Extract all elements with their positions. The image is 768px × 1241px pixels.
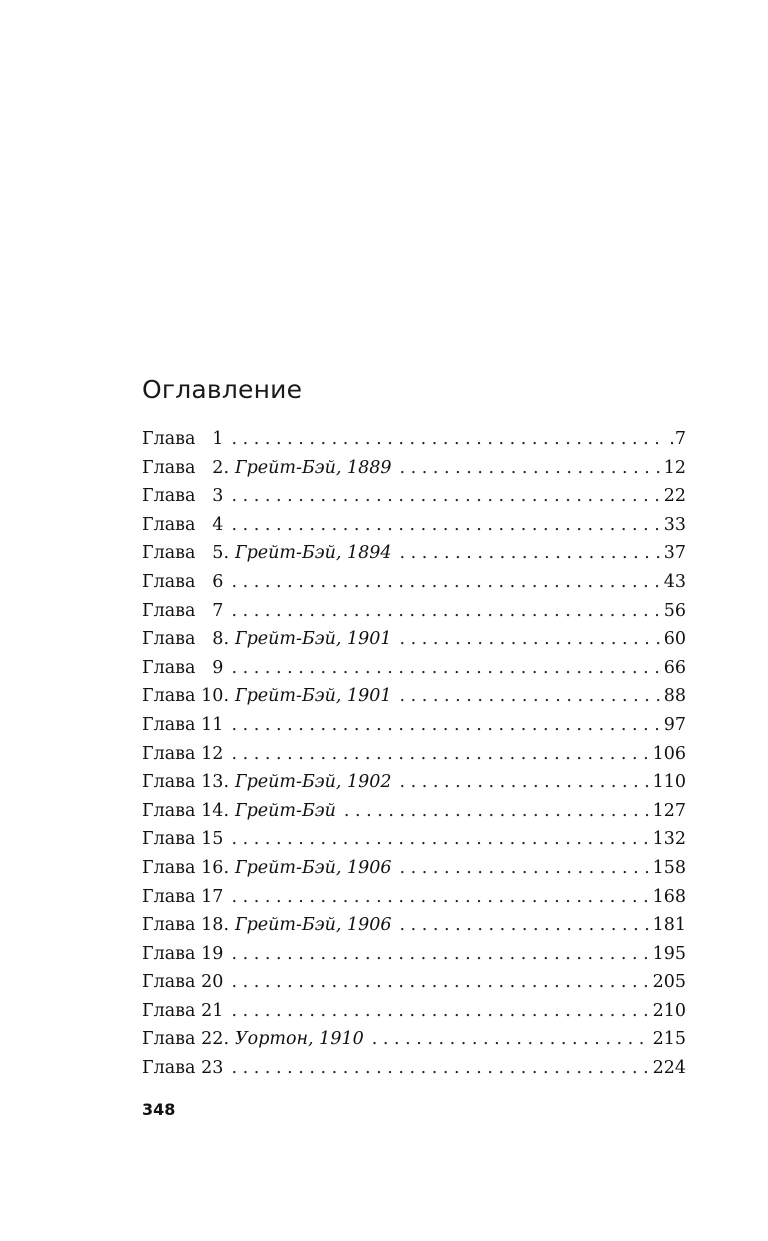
toc-entry[interactable]: [142, 711, 686, 740]
chapter-page-number: 37: [663, 543, 686, 564]
chapter-subtitle: Грейт-Бэй: [235, 800, 336, 821]
chapter-separator: .: [223, 1029, 230, 1050]
dot-leader: [400, 911, 649, 940]
dot-leader: [231, 425, 665, 454]
dot-leader: [400, 625, 660, 654]
toc-entry[interactable]: [142, 625, 686, 654]
chapter-subtitle: Грейт-Бэй, 1901: [235, 629, 392, 650]
chapter-label: Глава: [142, 657, 196, 678]
chapter-separator: .: [223, 457, 230, 478]
chapter-number: 5: [212, 543, 224, 564]
chapter-page-number: 43: [663, 571, 686, 592]
chapter-number: 17: [201, 886, 224, 907]
chapter-number: 4: [212, 514, 224, 535]
chapter-number: 20: [201, 972, 224, 993]
chapter-number: 19: [201, 943, 224, 964]
chapter-separator: .: [223, 857, 230, 878]
chapter-label: Глава: [142, 714, 196, 735]
dot-leader: [231, 968, 648, 997]
chapter-subtitle: Грейт-Бэй, 1906: [235, 915, 392, 936]
dot-leader: [231, 482, 659, 511]
toc-entry[interactable]: [142, 597, 686, 626]
dot-leader: [231, 654, 659, 683]
chapter-page-number: 210: [652, 1000, 686, 1021]
toc-entry[interactable]: [142, 797, 686, 826]
chapter-number: 15: [201, 829, 224, 850]
toc-entry[interactable]: [142, 968, 686, 997]
chapter-number: 7: [212, 600, 224, 621]
chapter-subtitle: Грейт-Бэй, 1889: [235, 457, 392, 478]
chapter-page-number: 33: [663, 514, 686, 535]
chapter-subtitle: Грейт-Бэй, 1906: [235, 857, 392, 878]
dot-leader: [400, 768, 649, 797]
chapter-subtitle: Грейт-Бэй, 1902: [235, 772, 392, 793]
chapter-page-number: 205: [652, 972, 686, 993]
chapter-subtitle: Грейт-Бэй, 1894: [235, 543, 392, 564]
chapter-label: Глава: [142, 514, 196, 535]
toc-entry[interactable]: [142, 883, 686, 912]
toc-entry[interactable]: [142, 1025, 686, 1054]
chapter-page-number: 56: [663, 600, 686, 621]
chapter-label: Глава: [142, 457, 196, 478]
chapter-label: Глава: [142, 772, 196, 793]
chapter-page-number: 158: [652, 857, 686, 878]
dot-leader: [372, 1025, 649, 1054]
dot-leader: [400, 454, 660, 483]
dot-leader: [344, 797, 649, 826]
toc-entry[interactable]: [142, 740, 686, 769]
dot-leader: [231, 997, 648, 1026]
page-number: 348: [142, 1100, 176, 1119]
chapter-number: 12: [201, 743, 224, 764]
chapter-number: 3: [212, 486, 224, 507]
dot-leader: [400, 539, 660, 568]
chapter-separator: .: [223, 915, 230, 936]
chapter-label: Глава: [142, 943, 196, 964]
dot-leader: [231, 940, 648, 969]
chapter-label: Глава: [142, 1029, 196, 1050]
chapter-label: Глава: [142, 543, 196, 564]
chapter-page-number: 66: [663, 657, 686, 678]
chapter-label: Глава: [142, 429, 196, 449]
chapter-number: 21: [201, 1000, 224, 1021]
toc-entry[interactable]: [142, 654, 686, 683]
chapter-label: Глава: [142, 600, 196, 621]
toc-entry[interactable]: [142, 1054, 686, 1083]
chapter-page-number: 22: [663, 486, 686, 507]
chapter-subtitle: Уортон, 1910: [235, 1029, 364, 1050]
dot-leader: [231, 825, 648, 854]
dot-leader: [400, 682, 660, 711]
chapter-number: 1: [212, 429, 224, 449]
toc-entry[interactable]: [142, 425, 686, 454]
chapter-label: Глава: [142, 857, 196, 878]
chapter-page-number: 127: [652, 800, 686, 821]
toc-entry[interactable]: [142, 539, 686, 568]
toc-title: Оглавление: [142, 375, 303, 404]
chapter-label: Глава: [142, 886, 196, 907]
dot-leader: [231, 740, 648, 769]
toc-entry[interactable]: [142, 854, 686, 883]
chapter-label: Глава: [142, 743, 196, 764]
chapter-number: 14: [201, 800, 224, 821]
chapter-number: 13: [201, 772, 224, 793]
chapter-number: 2: [212, 457, 224, 478]
chapter-number: 11: [201, 714, 224, 735]
chapter-page-number: 168: [652, 886, 686, 907]
chapter-number: 9: [212, 657, 224, 678]
chapter-number: 22: [201, 1029, 224, 1050]
chapter-page-number: 132: [652, 829, 686, 850]
chapter-label: Глава: [142, 1000, 196, 1021]
dot-leader: [231, 1054, 648, 1083]
chapter-number: 8: [212, 629, 224, 650]
chapter-label: Глава: [142, 829, 196, 850]
toc-entry[interactable]: [142, 825, 686, 854]
chapter-subtitle: Грейт-Бэй, 1901: [235, 686, 392, 707]
chapter-label: Глава: [142, 486, 196, 507]
dot-leader: [231, 597, 659, 626]
chapter-label: Глава: [142, 915, 196, 936]
dot-leader: [231, 568, 659, 597]
chapter-page-number: 60: [663, 629, 686, 650]
chapter-page-number: 106: [652, 743, 686, 764]
chapter-page-number: 224: [652, 1058, 686, 1079]
toc-list: [142, 425, 686, 1083]
chapter-page-number: 88: [663, 686, 686, 707]
chapter-page-number: 97: [663, 714, 686, 735]
toc-entry[interactable]: [142, 940, 686, 969]
chapter-number: 18: [201, 915, 224, 936]
chapter-page-number: 195: [652, 943, 686, 964]
chapter-separator: .: [223, 543, 230, 564]
chapter-label: Глава: [142, 972, 196, 993]
chapter-number: 16: [201, 857, 224, 878]
chapter-label: Глава: [142, 629, 196, 650]
chapter-page-number: 181: [652, 915, 686, 936]
chapter-separator: .: [223, 800, 230, 821]
toc-entry[interactable]: [142, 997, 686, 1026]
chapter-separator: .: [223, 686, 230, 707]
chapter-label: Глава: [142, 686, 196, 707]
toc-entry[interactable]: [142, 568, 686, 597]
chapter-label: Глава: [142, 800, 196, 821]
chapter-page-number: .7: [669, 429, 686, 449]
chapter-label: Глава: [142, 1058, 196, 1079]
toc-entry[interactable]: [142, 511, 686, 540]
dot-leader: [400, 854, 649, 883]
dot-leader: [231, 711, 659, 740]
chapter-page-number: 215: [652, 1029, 686, 1050]
dot-leader: [231, 883, 648, 912]
chapter-number: 10: [201, 686, 224, 707]
chapter-label: Глава: [142, 571, 196, 592]
dot-leader: [231, 511, 659, 540]
toc-entry[interactable]: [142, 482, 686, 511]
toc-entry[interactable]: [142, 911, 686, 940]
chapter-page-number: 110: [652, 772, 686, 793]
chapter-number: 23: [201, 1058, 224, 1079]
chapter-page-number: 12: [663, 457, 686, 478]
toc-entry[interactable]: [142, 682, 686, 711]
chapter-separator: .: [223, 629, 230, 650]
chapter-separator: .: [223, 772, 230, 793]
toc-entry[interactable]: [142, 454, 686, 483]
chapter-number: 6: [212, 571, 224, 592]
toc-entry[interactable]: [142, 768, 686, 797]
